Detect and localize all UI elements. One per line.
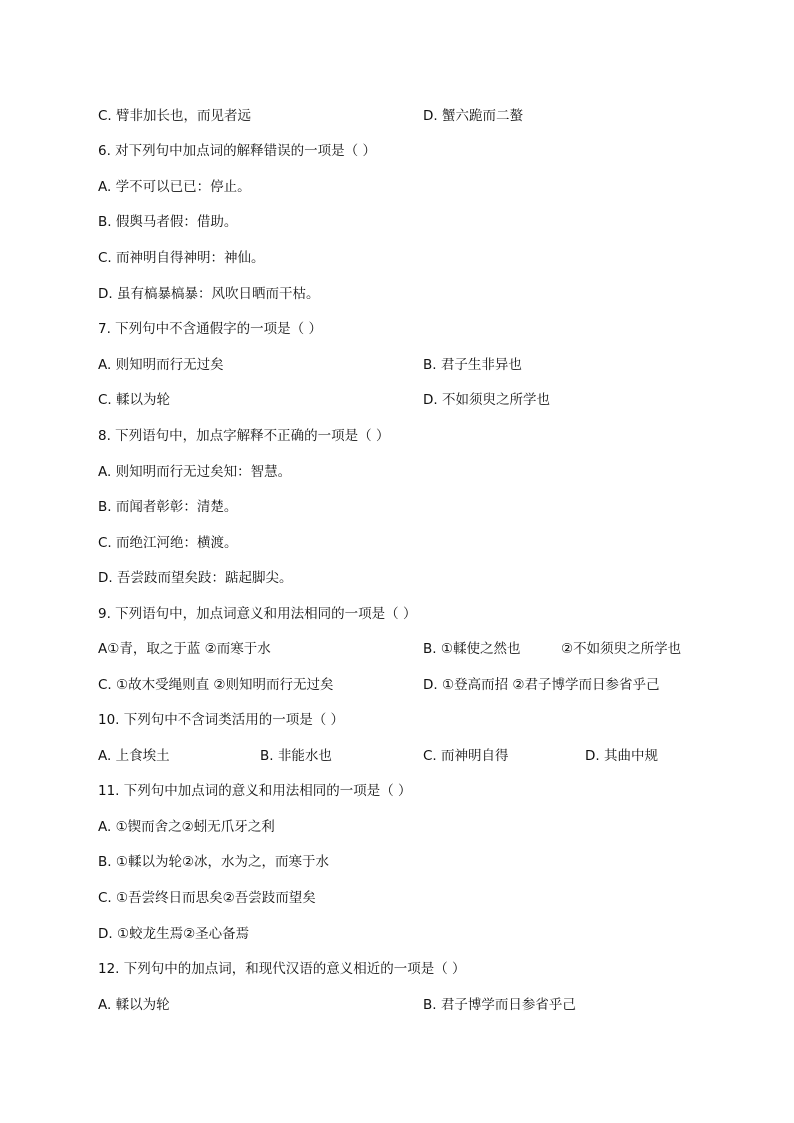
q8-option-a: A. 则知明而行无过矣知：智慧。 [98,464,292,480]
q11-option-c: C. ①吾尝终日而思矣②吾尝跂而望矣 [98,890,316,906]
q10-option-b: B. 非能水也 [260,748,332,764]
q10-option-c: C. 而神明自得 [423,748,509,764]
q6-stem: 6. 对下列句中加点词的解释错误的一项是（ ） [98,143,376,159]
q12-option-a: A. 輮以为轮 [98,997,170,1013]
q6-option-b: B. 假舆马者假：借助。 [98,214,238,230]
q5-option-d: D. 蟹六跪而二螯 [423,108,523,124]
q11-stem: 11. 下列句中加点词的意义和用法相同的一项是（ ） [98,783,412,799]
q7-stem: 7. 下列句中不含通假字的一项是（ ） [98,321,322,337]
q9-option-b-part2: ②不如须臾之所学也 [561,641,682,657]
q7-option-d: D. 不如须臾之所学也 [423,392,550,408]
q8-option-d: D. 吾尝跂而望矣跂：踮起脚尖。 [98,570,293,586]
q9-option-c: C. ①故木受绳则直 ②则知明而行无过矣 [98,677,334,693]
q6-option-d: D. 虽有槁暴槁暴：风吹日晒而干枯。 [98,286,320,302]
q8-option-b: B. 而闻者彰彰：清楚。 [98,499,238,515]
q8-stem: 8. 下列语句中，加点字解释不正确的一项是（ ） [98,428,390,444]
q7-option-a: A. 则知明而行无过矣 [98,357,224,373]
q10-option-d: D. 其曲中规 [585,748,658,764]
q11-option-b: B. ①輮以为轮②冰，水为之，而寒于水 [98,854,330,870]
q11-option-d: D. ①蛟龙生焉②圣心备焉 [98,926,250,942]
q10-option-a: A. 上食埃土 [98,748,170,764]
q6-option-c: C. 而神明自得神明：神仙。 [98,250,265,266]
q11-option-a: A. ①锲而舍之②蚓无爪牙之利 [98,819,275,835]
q6-option-a: A. 学不可以已已：停止。 [98,179,251,195]
q7-option-c: C. 輮以为轮 [98,392,171,408]
q9-option-d: D. ①登高而招 ②君子博学而日参省乎己 [423,677,660,693]
q9-stem: 9. 下列语句中，加点词意义和用法相同的一项是（ ） [98,606,417,622]
q9-option-b-part1: B. ①輮使之然也 [423,641,521,657]
q5-option-c: C. 臂非加长也，而见者远 [98,108,252,124]
q12-stem: 12. 下列句中的加点词，和现代汉语的意义相近的一项是（ ） [98,961,466,977]
q9-option-a: A①青，取之于蓝 ②而寒于水 [98,641,271,657]
q10-stem: 10. 下列句中不含词类活用的一项是（ ） [98,712,345,728]
q7-option-b: B. 君子生非异也 [423,357,522,373]
q8-option-c: C. 而绝江河绝：横渡。 [98,535,238,551]
q12-option-b: B. 君子博学而日参省乎己 [423,997,576,1013]
